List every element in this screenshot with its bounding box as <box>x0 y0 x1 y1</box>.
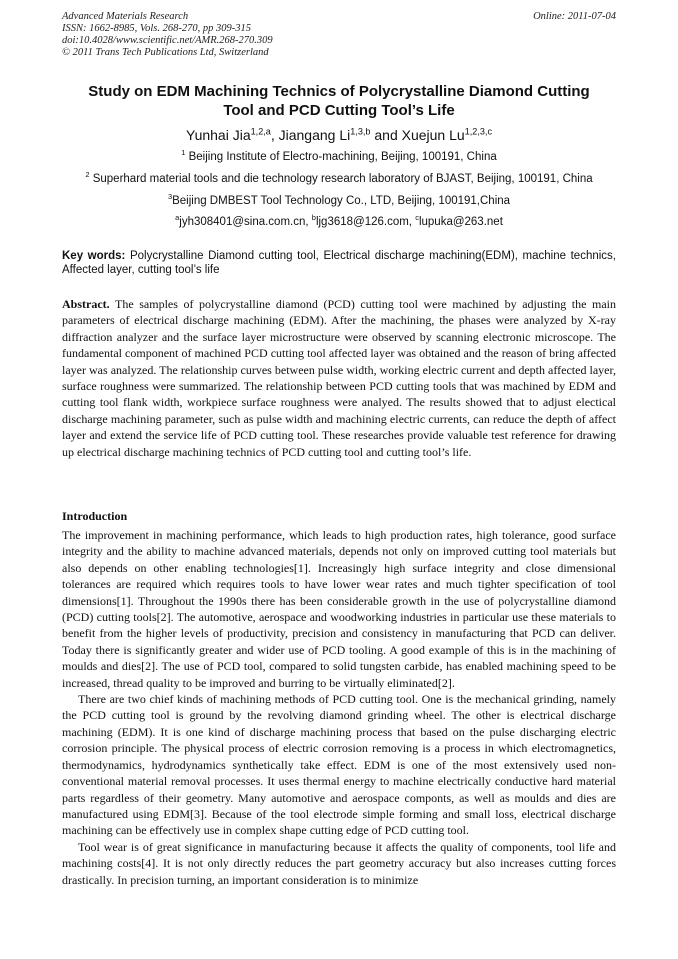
affiliation-2-num: 2 <box>85 170 90 180</box>
email-a-sup: a <box>175 213 180 223</box>
title-line-1: Study on EDM Machining Technics of Polycrystalline Diamond Cutting <box>88 83 590 100</box>
paper-title <box>62 82 616 120</box>
email-c: lupuka@263.net <box>418 216 503 228</box>
journal-name: Advanced Materials Research <box>62 11 189 22</box>
author-1-name: Yunhai Jia <box>186 127 251 143</box>
title-line-2: Tool and PCD Cutting Tool’s Life <box>223 102 455 119</box>
email-c-sup: c <box>415 213 419 223</box>
keywords <box>62 249 616 277</box>
abstract-label: Abstract. <box>62 297 110 311</box>
online-date: Online: 2011-07-04 <box>533 11 616 22</box>
introduction-heading: Introduction <box>62 509 128 523</box>
author-3-sup: 1,2,3,c <box>464 126 492 137</box>
affiliation-1 <box>55 150 623 164</box>
email-line <box>55 215 623 229</box>
affiliation-3-text: Beijing DMBEST Tool Technology Co., LTD, Beijing, 100191,China <box>172 195 511 207</box>
email-b: ljg3618@126.com, <box>315 216 413 228</box>
introduction-body <box>62 527 616 888</box>
author-2-sup: 1,3,b <box>350 126 371 137</box>
intro-paragraph-2: There are two chief kinds of machining methods of PCD cutting tool. One is the mechanical grinding, namely the PCD cutting tool is ground by the revolving diamond grinding wheel. The other is electrical discharge machining (EDM). It is one kind of discharge machining process that based on the pulse discharging electric corrosion principle. The physical process of electric corrosion removing is a process in which electromagnetics, thermodynamics, hydrodynamics synthetically take effect. EDM is one of the most extensively used non-conventional material removal processes. It uses thermal energy to machine electrically conductive hard material parts regardless of their geometry. Many automotive and aerospace componts, as well as moulds and dies are manufactured using EDM[3]. Because of the tool electrode simple forming and small loss, electrical discharge machining can be effectively use in complex shape cutting edge of PCD cutting tool. <box>62 692 616 838</box>
author-1-sup: 1,2,a <box>250 126 271 137</box>
affiliation-3-num: 3 <box>167 192 173 202</box>
journal-doi: doi:10.4028/www.scientific.net/AMR.268-270.309 <box>62 35 273 46</box>
keywords-label: Key words: <box>62 250 126 262</box>
journal-header <box>62 11 273 59</box>
journal-copyright: © 2011 Trans Tech Publications Ltd, Switzerland <box>62 47 269 58</box>
email-a: jyh308401@sina.com.cn, <box>179 216 309 228</box>
intro-paragraph-1: The improvement in machining performance, which leads to high production rates, high tolerance, good surface integrity and the ability to machine advanced materials, depends not only on improved cutting tool materials but also depends on other enabling technologies[1]. Increasingly high surface integrity and close dimensional tolerances are required which requires tools to have lower wear rates and much tighter specification of tool dimensions[1]. Throughout the 1990s there has been considerable growth in the use of polycrystalline diamond (PCD) cutting tools[2]. The automotive, aerospace and woodworking industries in particular use these materials to benefit from the higher levels of productivity, precision and consistency in manufacturing that PCD can deliver. Today there is significantly greater and wider use of PCD tooling. A good example of this is in the machining of moulds and dies[2]. The use of PCD tool, compared to solid tungsten carbide, has enabled machining speed to be increased, thread quality to be improved and burring to be virtually eliminated[2]. <box>62 528 616 690</box>
author-and: and <box>374 127 398 143</box>
author-3-name: Xuejun Lu <box>401 127 465 143</box>
intro-paragraph-3: Tool wear is of great significance in manufacturing because it affects the quality of components, tool life and machining costs[4]. It is not only directly reduces the part geometry accuracy but also increases cutting forces drastically. In precision turning, an important consideration is to minimize <box>62 839 616 887</box>
author-list: Yunhai Jia$^{1,2,a}$, Jiangang Li$^{1,3,b}$ and Xuejun Lu$^{1,2,3,c}$ <box>186 126 492 143</box>
affiliation-2-text: Superhard material tools and die technology research laboratory of BJAST, Beijing, 100191, China <box>92 173 593 185</box>
author-2-name: Jiangang Li <box>278 127 351 143</box>
affiliation-2 <box>55 172 623 186</box>
affiliation-1-num: 1 <box>181 148 186 158</box>
affiliation-1-text: Beijing Institute of Electro-machining, Beijing, 100191, China <box>188 151 497 163</box>
affiliation-3 <box>55 194 623 208</box>
abstract <box>62 296 616 460</box>
journal-issn: ISSN: 1662-8985, Vols. 268-270, pp 309-315 <box>62 23 251 34</box>
keywords-text: Polycrystalline Diamond cutting tool, Electrical discharge machining(EDM), machine technics, Affected layer, cutting tool’s life <box>62 250 616 276</box>
email-b-sup: b <box>311 213 316 223</box>
abstract-text: The samples of polycrystalline diamond (PCD) cutting tool were machined by adjusting the main parameters of electrical discharge machining (EDM). After the machining, the phases were analyzed by X-ray diffraction analyzer and the surface layer microstructure were observed by scanning electronic microscope. The fundamental component of machined PCD cutting tool affected layer was obtained and the reason of bring affected layer was analyzed. The relationship curves between pulse width, working electric current and depth affected layer, surface roughness were summarized. The relationship between PCD cutting tools that was machined by EDM and cutting tool flank width, workpiece surface roughness were analyed. The results showed that to adjust electical discharge machining parameter, such as pulse width and machining electric currents, can reduce the depth of affect layer and extend the service life of PCD cutting tool. These researches provide valuable test reference for drawing up electrical discharge machining technics of PCD cutting tool and cutting tool’s life. <box>62 297 616 459</box>
